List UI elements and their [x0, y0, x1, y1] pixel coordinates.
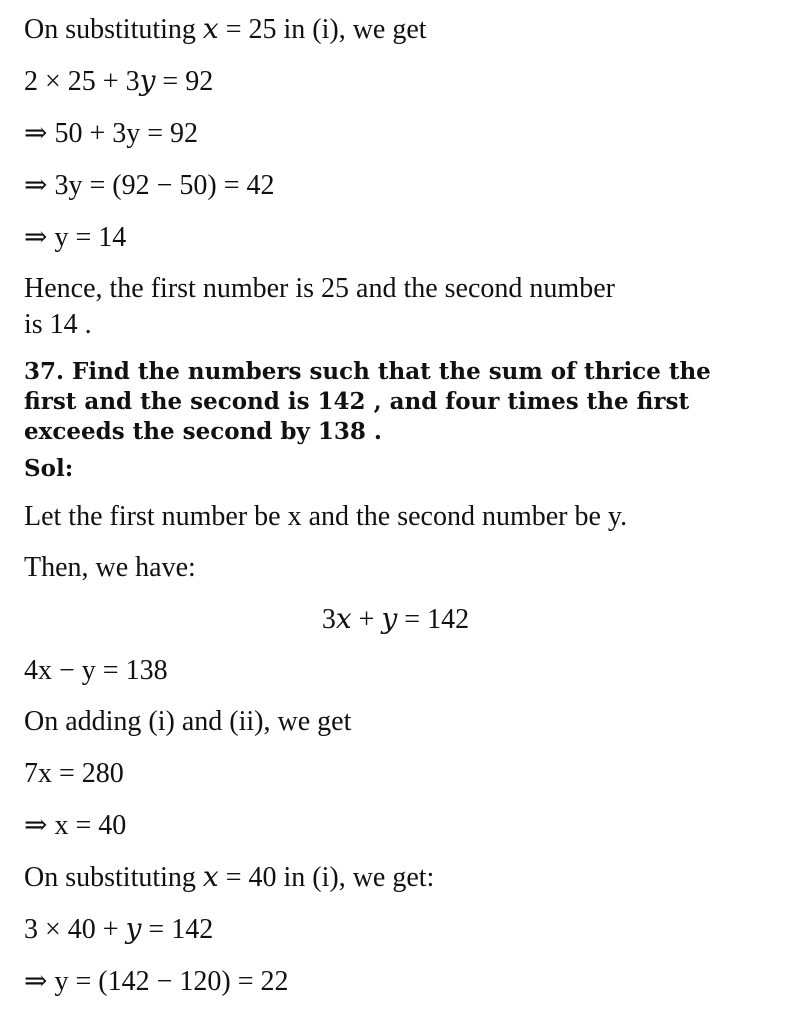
equation-i-centered: 3𝑥 + 𝑦 = 142 [321, 604, 470, 635]
conclusion-line-1: Hence, the first number is 25 and the second number [24, 273, 615, 304]
equation-7x-equals-280: 7x = 280 [24, 758, 124, 789]
text-let-first-number: Let the first number be x and the second number be y. [24, 501, 628, 532]
equation-ii: 4x − y = 138 [24, 655, 168, 686]
equation-3x40-plus-y: 3 × 40 + 𝑦 = 142 [24, 914, 214, 945]
conclusion-line-2: is 14 . [24, 309, 92, 340]
question-37-line-3: exceeds the second by 138 . [24, 418, 382, 445]
text-line-substituting-x-25: On substituting 𝑥 = 25 in (i), we get [24, 14, 427, 45]
equation-3y-equals-42: ⇒ 3y = (92 − 50) = 42 [24, 170, 275, 201]
equation-50-plus-3y: ⇒ 50 + 3y = 92 [24, 118, 199, 149]
solution-heading: Sol: [24, 455, 74, 482]
equation-2x25-plus-3y: 2 × 25 + 3𝑦 = 92 [24, 66, 214, 97]
text-on-adding: On adding (i) and (ii), we get [24, 706, 352, 737]
equation-y-equals-14: ⇒ y = 14 [24, 222, 127, 253]
text-then-we-have: Then, we have: [24, 552, 196, 583]
equation-y-equals-22: ⇒ y = (142 − 120) = 22 [24, 966, 289, 997]
question-37-line-2: first and the second is 142 , and four times the first [24, 388, 690, 415]
text-substituting-x-40: On substituting 𝑥 = 40 in (i), we get: [24, 862, 435, 893]
question-37-line-1: 37. Find the numbers such that the sum of thrice the [24, 358, 711, 385]
equation-x-equals-40: ⇒ x = 40 [24, 810, 127, 841]
